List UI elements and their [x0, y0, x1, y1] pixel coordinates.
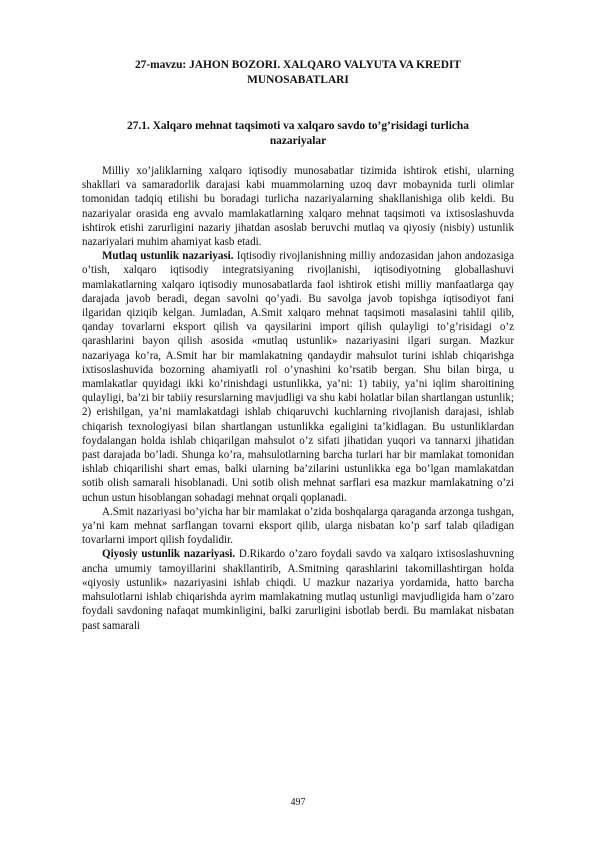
paragraph-lead: Qiyosiy ustunlik nazariyasi.: [102, 548, 236, 561]
topic-title: [82, 58, 514, 88]
paragraph-text: Iqtisodiy rivojlanishning milliy andozasidan jahon andozasiga o’tish, xalqaro iqtisodiy integratsiyaning rivojlanishi, iqtisodiyotning globallashuvi mamlakatlarning xalqaro iqtisodiy munosabatlarda faol ishtirok etishi milliy manfaatlarga qay darajada javob beradi, degan savolni qo’yadi. Bu savolga javob topishga iqtisodiyot fani ilgaridan qiziqib kelgan. Jumladan, A.Smit xalqaro mehnat taqsimoti masalasini tahlil qilib, qanday tovarlarni eksport qilish va qaysilarini import qilish qulayligi to’g’risidagi o’z qarashlarini bayon qilish asosida «mutlaq ustunlik» nazariyasini ilgari surgan. Mazkur nazariyaga ko’ra, A.Smit har bir mamlakatning qandaydir mahsulot turini ishlab chiqarishga ixtisoslashuvida bozorning ahamiyatli rol o’ynashini ko’rsatib bergan. Shu bilan birga, u mamlakatlar quyidagi ikki ko’rinishdagi ustunlikka, ya’ni: 1) tabiiy, ya’ni iqlim sharoitining qulayligi, ba’zi bir tabiiy resurslarning mavjudligi va shu kabi holatlar bilan shartlangan ustunlik; 2) erishilgan, ya’ni mamlakatdagi ishlab chiqaruvchi kuchlarning rivojlanish darajasi, ishlab chiqarish texnologiyasi bilan shartlangan ustunlikka egaligini ta’kidlagan. Bu ustunliklardan foydalangan holda ishlab chiqarilgan mahsulot o’z sifati jihatidan yuqori va tannarxi jihatidan past darajada bo’ladi. Shunga ko’ra, mahsulotlarning barcha turlari har bir mamlakat tomonidan ishlab chiqarilishi shart emas, balki ularning ba’zilarini ustunlikka ega bo’lgan mamlakatdan sotib olish samarali hisoblanadi. Uni sotib olish mehnat sarflari esa mazkur mamlakatning o’zi uchun ustun hisoblangan sohadagi mehnat orqali qoplanadi.: [82, 250, 514, 504]
page-number: 497: [290, 797, 306, 808]
topic-title-text: JAHON BOZORI. XALQARO VALYUTA VA KREDIT MUNOSABATLARI: [189, 59, 462, 86]
body-text: [82, 164, 514, 633]
document-page: [82, 58, 514, 633]
paragraph-smit-theory: [82, 505, 514, 548]
section-title: 27.1. Xalqaro mehnat taqsimoti va xalqaro savdo to’g’risidagi turlicha nazariyalar: [127, 120, 469, 147]
paragraph-comparative-advantage: [82, 547, 514, 632]
paragraph-absolute-advantage: [82, 249, 514, 505]
paragraph-lead: Mutlaq ustunlik nazariyasi.: [102, 250, 234, 263]
topic-label: 27-mavzu:: [134, 59, 187, 71]
paragraph-intro: [82, 164, 514, 249]
paragraph-text: Milliy xo’jaliklarning xalqaro iqtisodiy munosabatlar tizimida ishtirok etishi, ularning shakllari va samaradorlik darajasi kabi muammolarning uzoq davr mobaynida turli olimlar tomonidan tadqiq etilishi bu boradagi turlicha nazariyalarning shakllanishiga olib keldi. Bu nazariyalar orasida eng avvalo mamlakatlarning xalqaro mehnat taqsimoti va ixtisoslashuvda ishtirok etishi zarurligini nazariy jihatdan asoslab beruvchi mutlaq va qiyosiy (nisbiy) ustunlik nazariyalari muhim ahamiyat kasb etadi.: [82, 165, 514, 249]
paragraph-text: D.Rikardo o’zaro foydali savdo va xalqaro ixtisoslashuvning ancha umumiy tamoyillarini shakllantirib, A.Smitning qarashlarini takomillashtirgan holda «qiyosiy ustunlik» nazariyasini ishlab chiqdi. U mazkur nazariya yordamida, hatto barcha mahsulotlarni ishlab chiqarishda ayrim mamlakatning mutlaq ustunligi mavjudligida ham o’zaro foydali savdoning nafaqat mumkinligini, balki zarurligini isbotlab berdi. Bu mamlakat nisbatan past samarali: [82, 548, 514, 632]
paragraph-text: A.Smit nazariyasi bo’yicha har bir mamlakat o’zida boshqalarga qaraganda arzonga tushgan, ya’ni kam mehnat sarflangan tovarni eksport qilib, ularga nisbatan ko’p sarf talab qiladigan tovarlarni import qilish foydalidir.: [82, 505, 514, 547]
